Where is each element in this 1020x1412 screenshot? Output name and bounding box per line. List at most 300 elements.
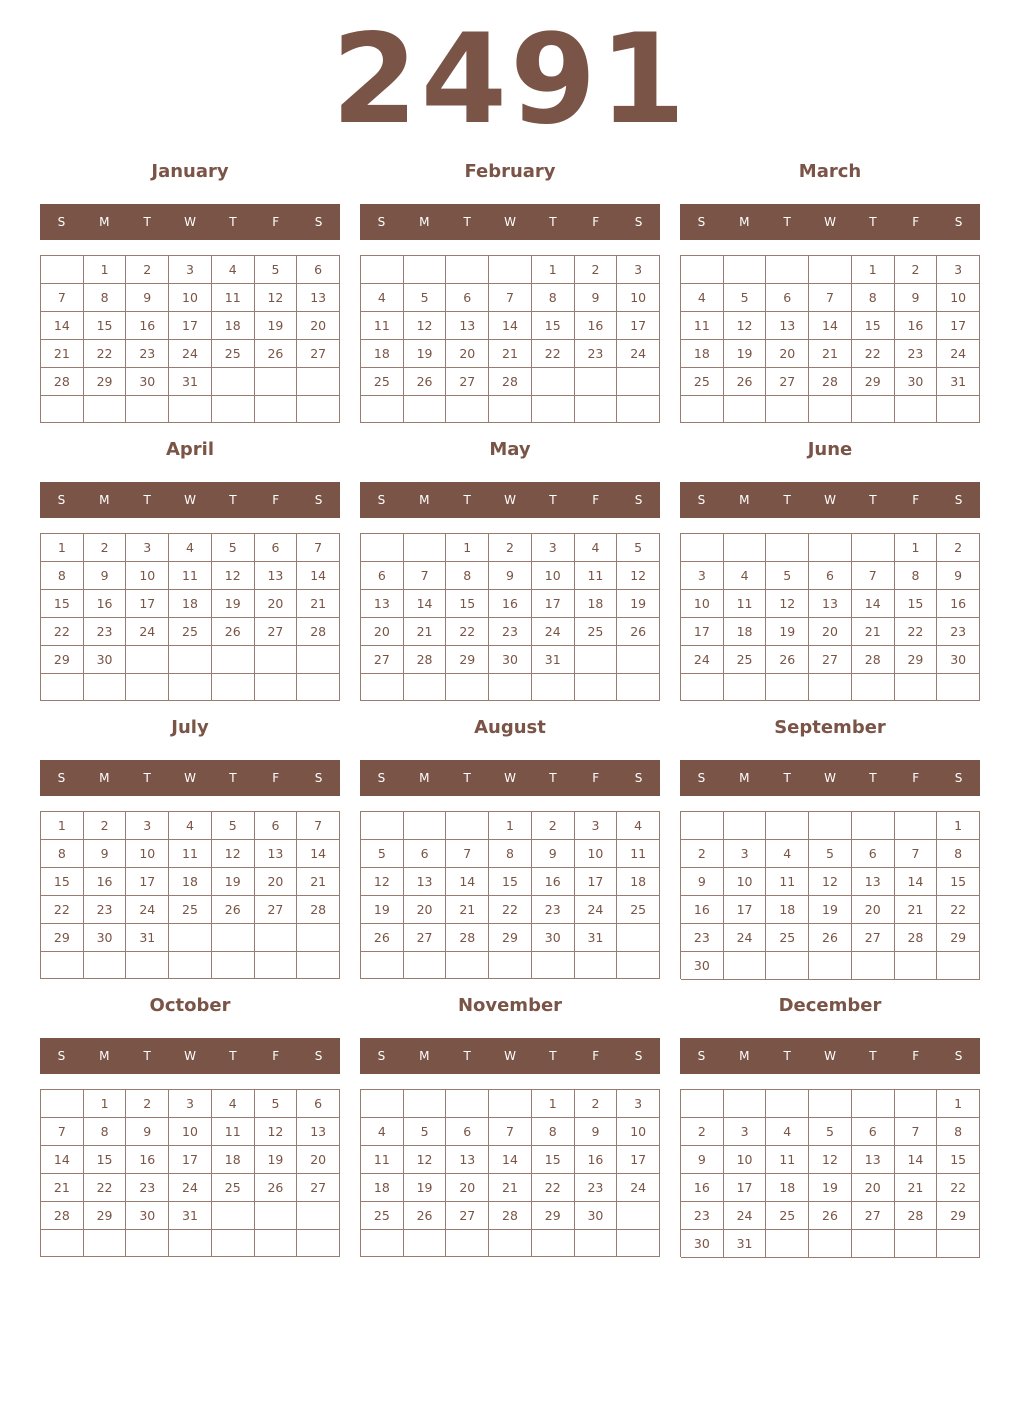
day-cell: 16	[575, 312, 618, 340]
day-cell: 28	[446, 924, 489, 952]
day-cell: 7	[895, 1118, 938, 1146]
day-grid	[360, 533, 660, 701]
day-cell: 11	[617, 840, 660, 868]
day-cell: 6	[852, 840, 895, 868]
day-cell: 20	[446, 340, 489, 368]
day-cell: 1	[895, 534, 938, 562]
empty-day-cell	[575, 646, 618, 674]
year-title: 2491	[331, 8, 689, 152]
weekday-label: S	[57, 1049, 66, 1063]
day-cell: 10	[126, 562, 169, 590]
day-cell: 27	[446, 368, 489, 396]
day-cell: 29	[41, 924, 84, 952]
day-cell: 21	[852, 618, 895, 646]
day-cell: 8	[41, 840, 84, 868]
day-cell: 7	[446, 840, 489, 868]
day-cell: 14	[297, 562, 340, 590]
day-cell: 25	[617, 896, 660, 924]
weekday-label: T	[869, 493, 877, 507]
day-cell: 18	[361, 1174, 404, 1202]
day-grid	[680, 1089, 980, 1257]
day-cell: 5	[255, 256, 298, 284]
day-cell: 10	[126, 840, 169, 868]
day-cell: 19	[212, 590, 255, 618]
weekday-label: S	[634, 771, 643, 785]
day-cell: 5	[404, 1118, 447, 1146]
day-cell: 13	[255, 562, 298, 590]
day-cell: 30	[126, 1202, 169, 1230]
day-cell: 30	[895, 368, 938, 396]
empty-day-cell	[489, 674, 532, 701]
empty-day-cell	[809, 396, 852, 423]
empty-day-cell	[575, 1230, 618, 1257]
weekday-label: M	[739, 1049, 750, 1063]
day-cell: 26	[404, 1202, 447, 1230]
day-cell: 2	[84, 534, 127, 562]
day-cell: 12	[404, 1146, 447, 1174]
day-cell: 10	[575, 840, 618, 868]
day-cell: 17	[126, 868, 169, 896]
day-cell: 2	[937, 534, 980, 562]
weekday-label: S	[314, 493, 323, 507]
day-cell: 4	[766, 1118, 809, 1146]
empty-day-cell	[532, 1230, 575, 1257]
weekday-label: S	[634, 215, 643, 229]
day-cell: 4	[724, 562, 767, 590]
weekday-label: T	[783, 771, 791, 785]
weekday-label: S	[377, 493, 386, 507]
empty-day-cell	[617, 1202, 660, 1230]
day-cell: 12	[212, 562, 255, 590]
empty-day-cell	[361, 256, 404, 284]
day-cell: 17	[169, 1146, 212, 1174]
weekday-label: T	[229, 771, 237, 785]
empty-day-cell	[681, 812, 724, 840]
weekday-label: F	[272, 771, 280, 785]
empty-day-cell	[532, 368, 575, 396]
empty-day-cell	[681, 1090, 724, 1118]
day-cell: 16	[681, 1174, 724, 1202]
day-cell: 2	[489, 534, 532, 562]
empty-day-cell	[126, 1230, 169, 1257]
day-cell: 20	[255, 868, 298, 896]
empty-day-cell	[809, 1230, 852, 1258]
month-name: October	[149, 995, 231, 1016]
day-cell: 29	[446, 646, 489, 674]
empty-day-cell	[255, 1230, 298, 1257]
day-grid	[680, 255, 980, 423]
day-cell: 8	[489, 840, 532, 868]
day-cell: 31	[169, 1202, 212, 1230]
empty-day-cell	[169, 952, 212, 979]
empty-day-cell	[297, 1202, 340, 1230]
empty-day-cell	[126, 646, 169, 674]
weekday-label: S	[697, 771, 706, 785]
empty-day-cell	[532, 396, 575, 423]
empty-day-cell	[766, 396, 809, 423]
day-cell: 3	[575, 812, 618, 840]
empty-day-cell	[681, 534, 724, 562]
empty-day-cell	[809, 952, 852, 980]
day-cell: 12	[255, 1118, 298, 1146]
empty-day-cell	[532, 952, 575, 979]
day-cell: 23	[84, 618, 127, 646]
empty-day-cell	[126, 952, 169, 979]
weekday-label: M	[419, 771, 430, 785]
day-cell: 26	[809, 1202, 852, 1230]
day-cell: 11	[169, 562, 212, 590]
day-cell: 3	[169, 256, 212, 284]
weekday-label: F	[592, 215, 600, 229]
empty-day-cell	[724, 534, 767, 562]
day-cell: 3	[617, 256, 660, 284]
weekday-label: F	[272, 215, 280, 229]
weekday-label: S	[954, 771, 963, 785]
weekday-header	[680, 204, 980, 240]
day-cell: 6	[766, 284, 809, 312]
day-cell: 17	[126, 590, 169, 618]
day-cell: 26	[212, 896, 255, 924]
empty-day-cell	[361, 534, 404, 562]
day-cell: 30	[126, 368, 169, 396]
day-cell: 11	[169, 840, 212, 868]
day-cell: 26	[255, 1174, 298, 1202]
day-cell: 13	[297, 1118, 340, 1146]
weekday-label: T	[463, 771, 471, 785]
day-cell: 3	[169, 1090, 212, 1118]
weekday-label: M	[739, 771, 750, 785]
day-cell: 25	[212, 1174, 255, 1202]
empty-day-cell	[361, 674, 404, 701]
month-name: September	[774, 717, 886, 738]
day-cell: 22	[532, 1174, 575, 1202]
day-cell: 11	[766, 868, 809, 896]
empty-day-cell	[809, 534, 852, 562]
day-cell: 8	[852, 284, 895, 312]
day-cell: 28	[489, 1202, 532, 1230]
weekday-label: T	[549, 493, 557, 507]
day-cell: 17	[681, 618, 724, 646]
day-cell: 18	[766, 896, 809, 924]
day-cell: 13	[297, 284, 340, 312]
weekday-label: S	[697, 1049, 706, 1063]
empty-day-cell	[766, 812, 809, 840]
day-cell: 23	[489, 618, 532, 646]
empty-day-cell	[361, 396, 404, 423]
weekday-label: W	[824, 771, 836, 785]
weekday-label: T	[783, 215, 791, 229]
day-cell: 22	[895, 618, 938, 646]
day-cell: 14	[489, 312, 532, 340]
day-cell: 4	[575, 534, 618, 562]
day-cell: 15	[937, 868, 980, 896]
day-cell: 9	[532, 840, 575, 868]
day-cell: 20	[446, 1174, 489, 1202]
empty-day-cell	[766, 534, 809, 562]
day-cell: 11	[361, 312, 404, 340]
day-cell: 30	[489, 646, 532, 674]
day-cell: 22	[446, 618, 489, 646]
empty-day-cell	[617, 1230, 660, 1257]
day-cell: 23	[681, 924, 724, 952]
weekday-label: S	[954, 493, 963, 507]
day-cell: 16	[937, 590, 980, 618]
month-name: May	[489, 439, 531, 460]
day-cell: 23	[681, 1202, 724, 1230]
day-cell: 27	[297, 340, 340, 368]
day-cell: 28	[297, 618, 340, 646]
day-cell: 7	[41, 284, 84, 312]
day-cell: 28	[404, 646, 447, 674]
empty-day-cell	[446, 952, 489, 979]
empty-day-cell	[895, 812, 938, 840]
weekday-header	[40, 760, 340, 796]
day-cell: 27	[766, 368, 809, 396]
empty-day-cell	[169, 674, 212, 701]
empty-day-cell	[212, 646, 255, 674]
day-cell: 28	[809, 368, 852, 396]
weekday-label: W	[184, 215, 196, 229]
day-cell: 25	[681, 368, 724, 396]
day-cell: 3	[681, 562, 724, 590]
weekday-label: T	[143, 215, 151, 229]
empty-day-cell	[255, 1202, 298, 1230]
day-cell: 13	[809, 590, 852, 618]
empty-day-cell	[297, 396, 340, 423]
empty-day-cell	[852, 534, 895, 562]
day-cell: 5	[212, 812, 255, 840]
empty-day-cell	[84, 1230, 127, 1257]
day-cell: 9	[126, 284, 169, 312]
day-cell: 28	[852, 646, 895, 674]
day-cell: 14	[404, 590, 447, 618]
empty-day-cell	[809, 812, 852, 840]
day-cell: 24	[126, 618, 169, 646]
day-cell: 20	[766, 340, 809, 368]
empty-day-cell	[404, 1090, 447, 1118]
day-cell: 8	[446, 562, 489, 590]
day-cell: 4	[212, 1090, 255, 1118]
empty-day-cell	[575, 952, 618, 979]
empty-day-cell	[617, 368, 660, 396]
empty-day-cell	[489, 396, 532, 423]
day-cell: 3	[724, 840, 767, 868]
day-cell: 15	[937, 1146, 980, 1174]
day-cell: 11	[724, 590, 767, 618]
day-cell: 15	[84, 312, 127, 340]
empty-day-cell	[169, 1230, 212, 1257]
empty-day-cell	[852, 396, 895, 423]
empty-day-cell	[255, 368, 298, 396]
empty-day-cell	[852, 952, 895, 980]
day-cell: 29	[41, 646, 84, 674]
day-cell: 14	[895, 1146, 938, 1174]
weekday-label: T	[869, 771, 877, 785]
day-cell: 6	[297, 256, 340, 284]
day-cell: 24	[681, 646, 724, 674]
day-cell: 29	[489, 924, 532, 952]
day-cell: 1	[852, 256, 895, 284]
day-cell: 2	[84, 812, 127, 840]
day-cell: 27	[809, 646, 852, 674]
empty-day-cell	[724, 256, 767, 284]
weekday-label: F	[272, 493, 280, 507]
empty-day-cell	[404, 812, 447, 840]
day-cell: 10	[169, 1118, 212, 1146]
weekday-label: T	[869, 215, 877, 229]
day-cell: 7	[809, 284, 852, 312]
day-cell: 12	[809, 868, 852, 896]
weekday-label: M	[99, 215, 110, 229]
day-grid	[40, 811, 340, 979]
day-cell: 24	[169, 1174, 212, 1202]
weekday-label: S	[697, 493, 706, 507]
day-cell: 16	[126, 312, 169, 340]
day-cell: 25	[361, 368, 404, 396]
day-cell: 1	[489, 812, 532, 840]
empty-day-cell	[681, 396, 724, 423]
empty-day-cell	[681, 256, 724, 284]
day-cell: 7	[297, 534, 340, 562]
day-cell: 5	[809, 840, 852, 868]
empty-day-cell	[852, 674, 895, 701]
weekday-label: S	[377, 1049, 386, 1063]
empty-day-cell	[532, 674, 575, 701]
day-cell: 27	[404, 924, 447, 952]
day-cell: 4	[617, 812, 660, 840]
day-cell: 14	[489, 1146, 532, 1174]
empty-day-cell	[297, 646, 340, 674]
day-cell: 10	[681, 590, 724, 618]
empty-day-cell	[255, 646, 298, 674]
day-cell: 12	[255, 284, 298, 312]
weekday-label: F	[592, 1049, 600, 1063]
empty-day-cell	[895, 396, 938, 423]
weekday-header	[40, 482, 340, 518]
day-cell: 26	[255, 340, 298, 368]
day-cell: 14	[809, 312, 852, 340]
day-cell: 10	[169, 284, 212, 312]
weekday-label: T	[549, 215, 557, 229]
day-cell: 1	[532, 256, 575, 284]
weekday-header	[40, 1038, 340, 1074]
day-cell: 29	[852, 368, 895, 396]
day-cell: 22	[489, 896, 532, 924]
empty-day-cell	[297, 1230, 340, 1257]
empty-day-cell	[361, 952, 404, 979]
weekday-label: T	[549, 1049, 557, 1063]
day-grid	[40, 1089, 340, 1257]
day-cell: 19	[255, 1146, 298, 1174]
day-cell: 8	[937, 1118, 980, 1146]
day-cell: 18	[617, 868, 660, 896]
empty-day-cell	[212, 674, 255, 701]
day-cell: 23	[126, 340, 169, 368]
weekday-label: S	[697, 215, 706, 229]
month-name: March	[798, 161, 862, 182]
day-cell: 24	[937, 340, 980, 368]
empty-day-cell	[404, 256, 447, 284]
weekday-label: M	[419, 215, 430, 229]
empty-day-cell	[937, 674, 980, 701]
day-cell: 13	[361, 590, 404, 618]
weekday-label: S	[57, 771, 66, 785]
empty-day-cell	[724, 952, 767, 980]
day-cell: 23	[126, 1174, 169, 1202]
day-cell: 2	[532, 812, 575, 840]
empty-day-cell	[809, 674, 852, 701]
empty-day-cell	[297, 368, 340, 396]
day-cell: 9	[84, 562, 127, 590]
day-cell: 27	[255, 896, 298, 924]
day-cell: 9	[895, 284, 938, 312]
day-cell: 22	[41, 618, 84, 646]
day-cell: 13	[852, 868, 895, 896]
day-cell: 25	[766, 924, 809, 952]
day-cell: 24	[617, 1174, 660, 1202]
day-cell: 5	[617, 534, 660, 562]
day-cell: 31	[724, 1230, 767, 1258]
day-cell: 29	[937, 1202, 980, 1230]
day-cell: 9	[575, 284, 618, 312]
day-cell: 30	[575, 1202, 618, 1230]
empty-day-cell	[84, 396, 127, 423]
day-cell: 9	[84, 840, 127, 868]
day-cell: 28	[489, 368, 532, 396]
day-cell: 12	[766, 590, 809, 618]
month-name: January	[151, 161, 229, 182]
day-cell: 20	[852, 1174, 895, 1202]
weekday-label: S	[314, 771, 323, 785]
day-cell: 11	[766, 1146, 809, 1174]
day-cell: 3	[724, 1118, 767, 1146]
day-cell: 14	[895, 868, 938, 896]
weekday-header	[360, 482, 660, 518]
day-cell: 5	[809, 1118, 852, 1146]
day-cell: 24	[724, 1202, 767, 1230]
weekday-label: T	[229, 493, 237, 507]
weekday-label: M	[419, 493, 430, 507]
empty-day-cell	[489, 1230, 532, 1257]
day-cell: 29	[532, 1202, 575, 1230]
empty-day-cell	[766, 1230, 809, 1258]
weekday-header	[680, 760, 980, 796]
day-cell: 25	[575, 618, 618, 646]
day-cell: 1	[41, 534, 84, 562]
empty-day-cell	[404, 674, 447, 701]
day-cell: 7	[41, 1118, 84, 1146]
day-cell: 14	[41, 312, 84, 340]
weekday-label: M	[739, 493, 750, 507]
empty-day-cell	[617, 396, 660, 423]
day-cell: 28	[895, 924, 938, 952]
empty-day-cell	[852, 1230, 895, 1258]
day-grid	[40, 533, 340, 701]
day-cell: 22	[84, 1174, 127, 1202]
weekday-header	[360, 204, 660, 240]
day-cell: 6	[297, 1090, 340, 1118]
day-cell: 23	[937, 618, 980, 646]
day-cell: 6	[446, 284, 489, 312]
empty-day-cell	[766, 674, 809, 701]
day-cell: 16	[532, 868, 575, 896]
day-cell: 19	[404, 340, 447, 368]
day-cell: 4	[212, 256, 255, 284]
empty-day-cell	[297, 924, 340, 952]
weekday-label: S	[377, 215, 386, 229]
weekday-label: W	[184, 1049, 196, 1063]
month-name: June	[807, 439, 853, 460]
